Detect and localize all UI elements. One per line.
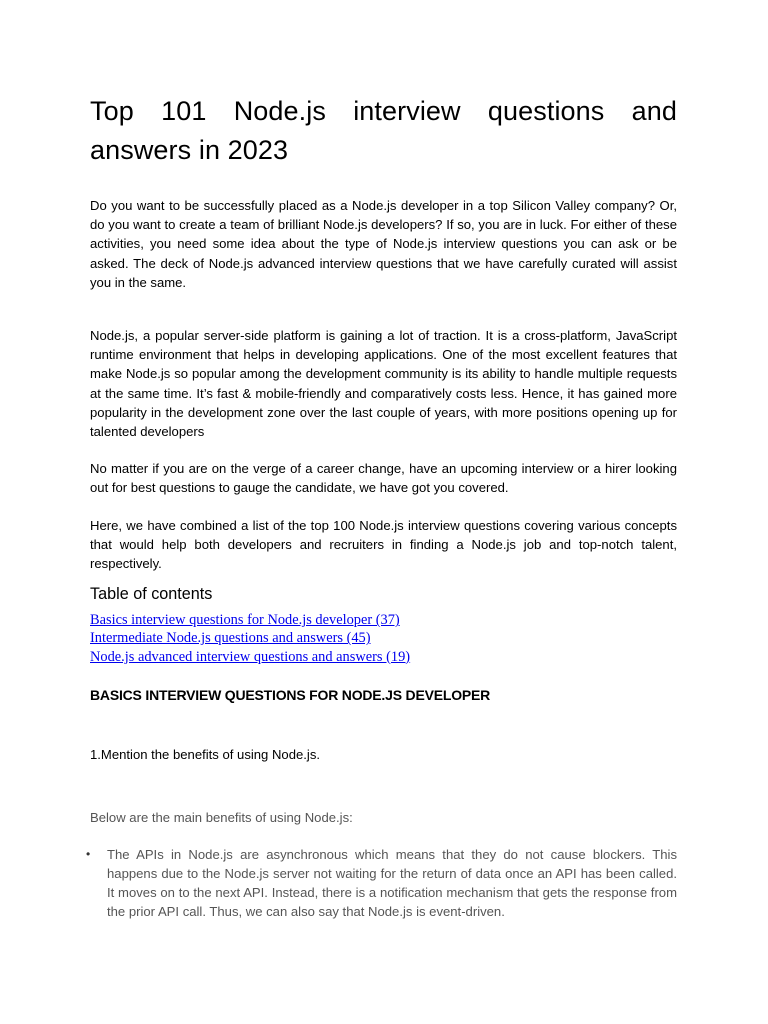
career-change-paragraph: No matter if you are on the verge of a career change, have an upcoming interview or a hirer looking out for best questions to gauge the candidate, we have got you covered. (90, 461, 677, 496)
toc-item (90, 648, 677, 666)
combined-list-paragraph: Here, we have combined a list of the top 100 Node.js interview questions covering various concepts that would help both developers and recruiters in finding a Node.js job and top-notch talent, respectively. (90, 517, 677, 572)
list-item-text: The APIs in Node.js are asynchronous which means that they do not cause blockers. This happens due to the Node.js server not waiting for the return of data once an API has been called. It moves on to the next API. Instead, there is a notification mechanism that gets the response from the prior API call. Thus, we can also say that Node.js is event-driven. (107, 846, 677, 920)
toc-link-intermediate[interactable]: Intermediate Node.js questions and answers (45) (90, 630, 371, 647)
answer-intro: Below are the main benefits of using Node.js: (90, 809, 353, 825)
list-item (86, 845, 677, 922)
table-of-contents (90, 611, 677, 666)
question-heading: 1.Mention the benefits of using Node.js. (90, 746, 321, 762)
bullet-icon: • (86, 846, 91, 861)
toc-link-basics[interactable]: Basics interview questions for Node.js developer (37) (90, 612, 400, 629)
page-title: Top 101 Node.js interview questions and answers in 2023 (90, 96, 677, 165)
document-page (86, 92, 677, 922)
toc-link-advanced[interactable]: Node.js advanced interview questions and answers (19) (90, 648, 411, 665)
spacer (90, 573, 677, 583)
intro-paragraph: Do you want to be successfully placed as a Node.js developer in a top Silicon Valley company? Or, do you want to create a team of brilliant Node.js developers? If so, you are in luck. For either of these activities, you need some idea about the type of Node.js interview questions you can ask or be asked. The deck of Node.js advanced interview questions that we have carefully curated will assist you in the same. (90, 198, 677, 290)
toc-item (90, 611, 677, 629)
spacer (90, 292, 677, 326)
spacer (90, 498, 677, 516)
benefits-list (86, 845, 677, 922)
section-heading: BASICS INTERVIEW QUESTIONS FOR NODE.JS DEVELOPER (90, 686, 491, 703)
toc-item (90, 629, 677, 647)
spacer (90, 441, 677, 459)
toc-heading: Table of contents (90, 585, 213, 604)
nodejs-overview-paragraph: Node.js, a popular server-side platform is gaining a lot of traction. It is a cross-platform, JavaScript runtime environment that helps in developing applications. One of the most excellent features that make Node.js so popular among the development community is its ability to handle multiple requests at the same time. It’s fast & mobile-friendly and comparatively costs less. Hence, it has gained more popularity in the development zone over the last couple of years, with more positions opening up for talented developers (90, 328, 677, 440)
